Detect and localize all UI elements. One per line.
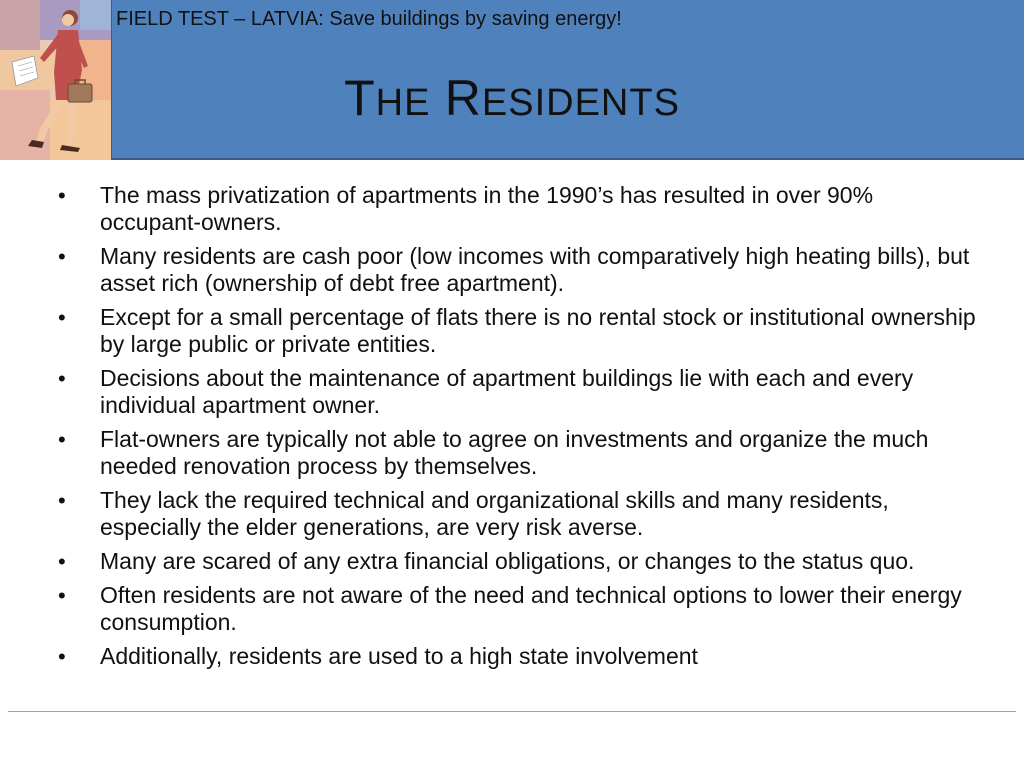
bullet-text: Additionally, residents are used to a high state involvement bbox=[100, 643, 698, 669]
title-initial-r: R bbox=[444, 70, 482, 126]
bullet-text: Flat-owners are typically not able to agree on investments and organize the much needed renovation process by themselves. bbox=[100, 426, 929, 479]
bullet-item bbox=[56, 548, 976, 575]
title-initial-t: T bbox=[344, 70, 376, 126]
bullet-dot-icon: • bbox=[58, 427, 66, 452]
bullet-text: The mass privatization of apartments in the 1990’s has resulted in over 90% occupant-owners. bbox=[100, 182, 874, 235]
bullet-dot-icon: • bbox=[58, 583, 66, 608]
title-word-residents: ESIDENTS bbox=[481, 82, 680, 124]
businesswoman-icon bbox=[0, 0, 112, 160]
bullet-dot-icon: • bbox=[58, 244, 66, 269]
bullet-text: Except for a small percentage of flats there is no rental stock or institutional ownership by large public or private entities. bbox=[100, 304, 976, 357]
bullet-item bbox=[56, 365, 976, 419]
bullet-item bbox=[56, 304, 976, 358]
bullet-text: They lack the required technical and organizational skills and many residents, especially the elder generations, are very risk averse. bbox=[100, 487, 889, 540]
bullet-list bbox=[56, 182, 976, 677]
header-band bbox=[0, 0, 1024, 160]
businesswoman-illustration bbox=[0, 0, 112, 160]
bullet-item bbox=[56, 487, 976, 541]
slide-title bbox=[112, 70, 912, 131]
bullet-item bbox=[56, 182, 976, 236]
bullet-item bbox=[56, 426, 976, 480]
footer-divider bbox=[8, 711, 1016, 712]
bullet-text: Many are scared of any extra financial obligations, or changes to the status quo. bbox=[100, 548, 915, 574]
title-word-the: HE bbox=[375, 82, 431, 124]
bullet-text: Decisions about the maintenance of apartment buildings lie with each and every individual apartment owner. bbox=[100, 365, 914, 418]
bullet-dot-icon: • bbox=[58, 366, 66, 391]
bullet-text: Many residents are cash poor (low incomes with comparatively high heating bills), but asset rich (ownership of debt free apartment). bbox=[100, 243, 970, 296]
slide-subtitle: FIELD TEST – LATVIA: Save buildings by saving energy! bbox=[116, 8, 622, 30]
bullet-dot-icon: • bbox=[58, 183, 66, 208]
bullet-dot-icon: • bbox=[58, 305, 66, 330]
bullet-dot-icon: • bbox=[58, 488, 66, 513]
bullet-dot-icon: • bbox=[58, 644, 66, 669]
bullet-dot-icon: • bbox=[58, 549, 66, 574]
bullet-item bbox=[56, 582, 976, 636]
bullet-text: Often residents are not aware of the need and technical options to lower their energy consumption. bbox=[100, 582, 962, 635]
bullet-item bbox=[56, 243, 976, 297]
bullet-item bbox=[56, 643, 976, 670]
